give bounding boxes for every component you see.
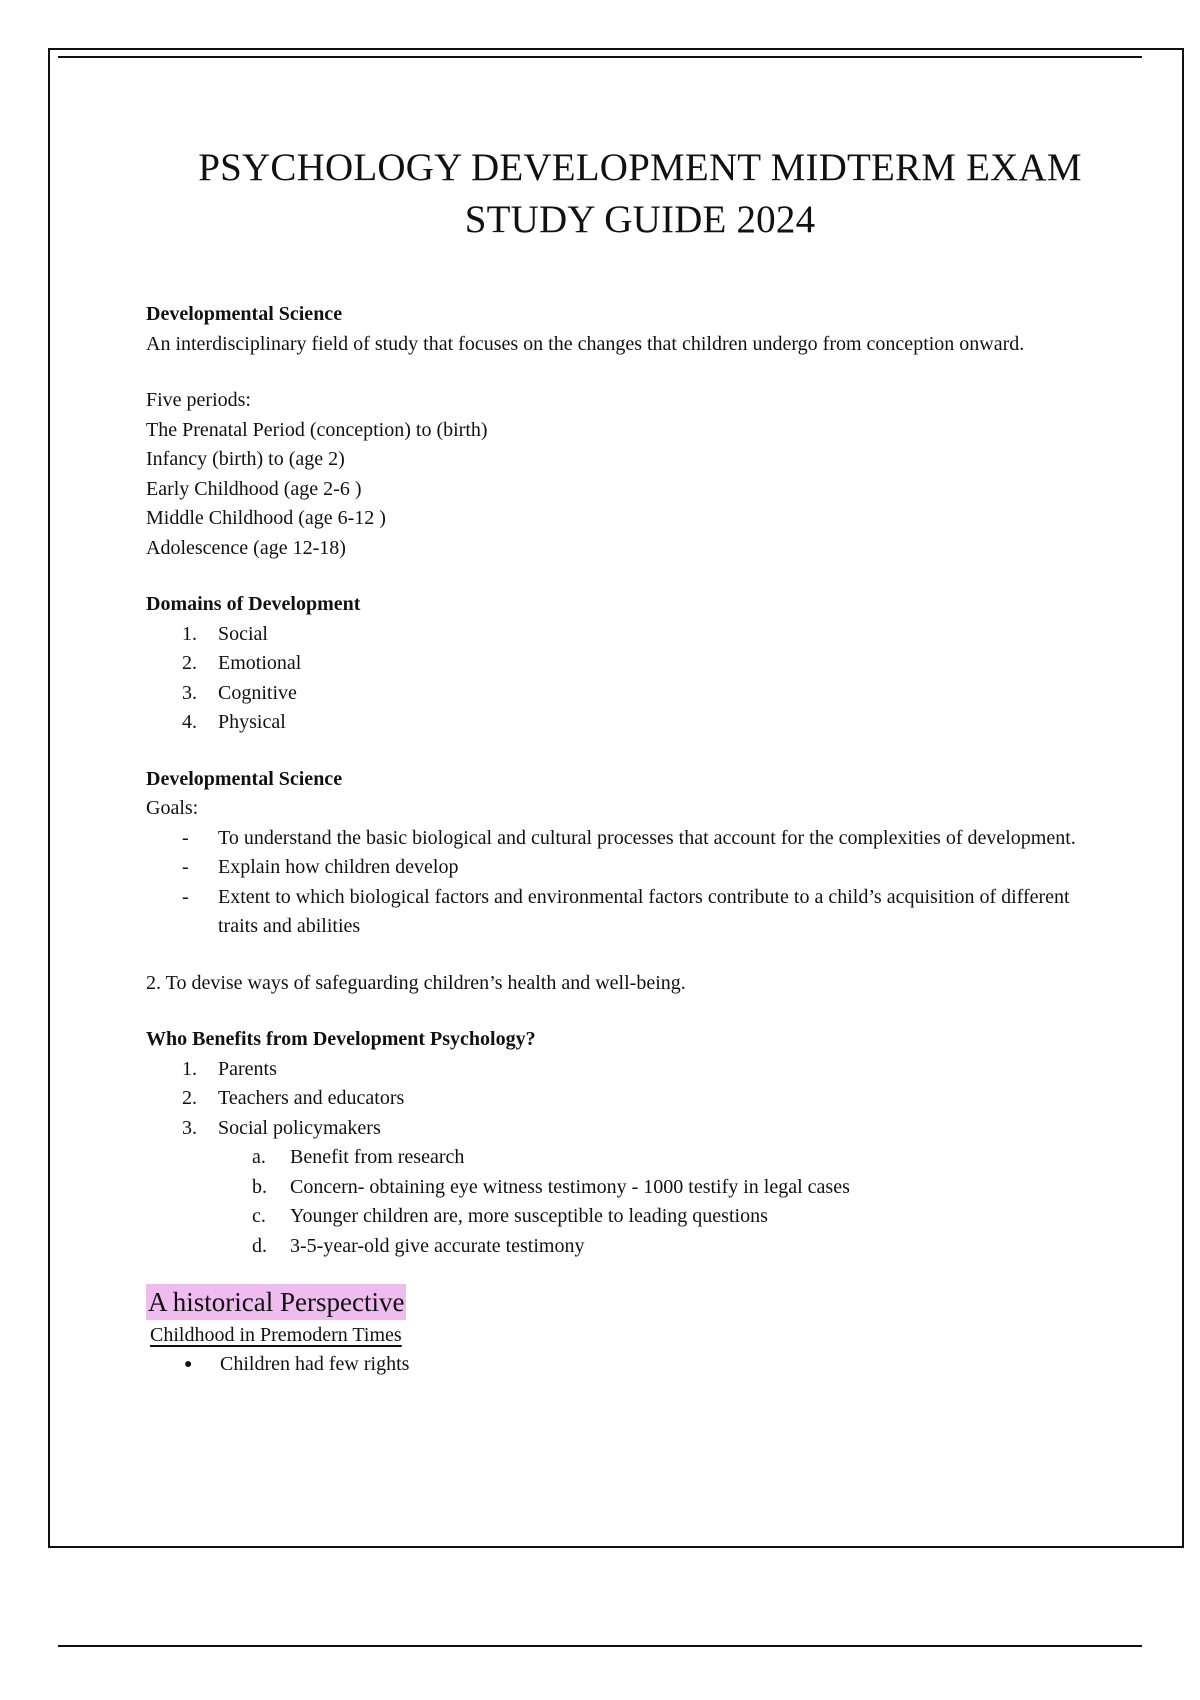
list-number: 1. <box>182 1057 197 1080</box>
list-item-text: Social <box>218 622 268 645</box>
period-item: Early Childhood (age 2-6 ) <box>146 477 362 500</box>
top-rule <box>58 56 1142 58</box>
list-item <box>146 1202 1106 1232</box>
list-item <box>146 1173 1106 1203</box>
benefits-list <box>146 1055 1106 1262</box>
spacer <box>146 359 1106 386</box>
list-item <box>146 1084 1106 1114</box>
list-number: 2. <box>182 652 197 674</box>
spacer <box>146 738 1106 765</box>
list-item <box>146 1143 1106 1173</box>
list-item <box>146 1350 1106 1380</box>
list-letter: a. <box>252 1146 266 1168</box>
period-item: Middle Childhood (age 6-12 ) <box>146 507 386 529</box>
periods-intro: Five periods: <box>146 389 251 411</box>
domains-list <box>146 620 1106 738</box>
section-heading-historical: A historical Perspective <box>146 1284 406 1320</box>
subheading-premodern <box>146 1321 1106 1351</box>
list-item <box>146 708 1106 738</box>
list-item <box>146 1232 1106 1262</box>
list-item <box>146 883 1106 942</box>
dash-marker: - <box>182 826 189 849</box>
document-body <box>146 300 1106 1380</box>
subheading-premodern-text: Childhood in Premodern Times <box>150 1323 402 1346</box>
list-letter: c. <box>252 1205 266 1227</box>
list-item-text: 3-5-year-old give accurate testimony <box>290 1234 585 1257</box>
bottom-rule <box>58 1645 1142 1647</box>
list-item <box>146 824 1106 854</box>
goals-list <box>146 824 1106 942</box>
list-item-text: Extent to which biological factors and environmental factors contribute to a child’s acquisition of different traits and abilities <box>218 885 1070 937</box>
list-item-text: Younger children are, more susceptible to leading questions <box>290 1205 768 1227</box>
list-item <box>146 679 1106 709</box>
list-item-text: To understand the basic biological and cultural processes that account for the complexities of development. <box>218 826 1076 849</box>
list-item-text: Cognitive <box>218 681 297 704</box>
historical-bullets <box>146 1350 1106 1380</box>
goals-label: Goals: <box>146 797 199 819</box>
dash-marker: - <box>182 885 189 908</box>
section-heading-domains: Domains of Development <box>146 593 361 615</box>
period-item: Infancy (birth) to (age 2) <box>146 448 345 470</box>
list-item <box>146 1114 1106 1144</box>
list-letter: b. <box>252 1175 267 1198</box>
title-line-2: STUDY GUIDE 2024 <box>464 198 816 241</box>
list-number: 1. <box>182 622 197 645</box>
list-item-text: Benefit from research <box>290 1146 465 1168</box>
list-number: 2. <box>182 1087 197 1109</box>
list-item-text: Teachers and educators <box>218 1087 405 1109</box>
goal-2-text: 2. To devise ways of safeguarding children’s health and well-being. <box>146 971 686 994</box>
document-title <box>120 142 1160 246</box>
list-item-text: Children had few rights <box>220 1353 410 1375</box>
list-item-text: Social policymakers <box>218 1116 381 1139</box>
list-letter: d. <box>252 1234 267 1257</box>
section-heading-developmental-science: Developmental Science <box>146 303 343 325</box>
title-line-1: PSYCHOLOGY DEVELOPMENT MIDTERM EXAM <box>198 146 1082 189</box>
spacer <box>146 998 1106 1025</box>
spacer <box>146 1261 1106 1284</box>
list-number: 4. <box>182 711 197 733</box>
list-item-text: Explain how children develop <box>218 856 459 878</box>
list-item <box>146 649 1106 679</box>
list-number: 3. <box>182 681 197 704</box>
list-item <box>146 1055 1106 1085</box>
list-item <box>146 620 1106 650</box>
list-item-text: Parents <box>218 1057 277 1080</box>
list-item-text: Concern- obtaining eye witness testimony - 1000 testify in legal cases <box>290 1175 850 1198</box>
list-number: 3. <box>182 1116 197 1139</box>
period-item: The Prenatal Period (conception) to (birth) <box>146 418 488 441</box>
section-heading-who-benefits: Who Benefits from Development Psychology? <box>146 1028 536 1050</box>
spacer <box>146 942 1106 969</box>
spacer <box>146 563 1106 590</box>
bullet-marker: ● <box>184 1357 193 1372</box>
developmental-science-definition: An interdisciplinary field of study that focuses on the changes that children undergo from conception onward. <box>146 332 1025 355</box>
list-item-text: Emotional <box>218 652 302 674</box>
dash-marker: - <box>182 856 189 878</box>
list-item-text: Physical <box>218 711 286 733</box>
list-item <box>146 853 1106 883</box>
section-heading-developmental-science-2: Developmental Science <box>146 767 343 790</box>
period-item: Adolescence (age 12-18) <box>146 536 346 559</box>
